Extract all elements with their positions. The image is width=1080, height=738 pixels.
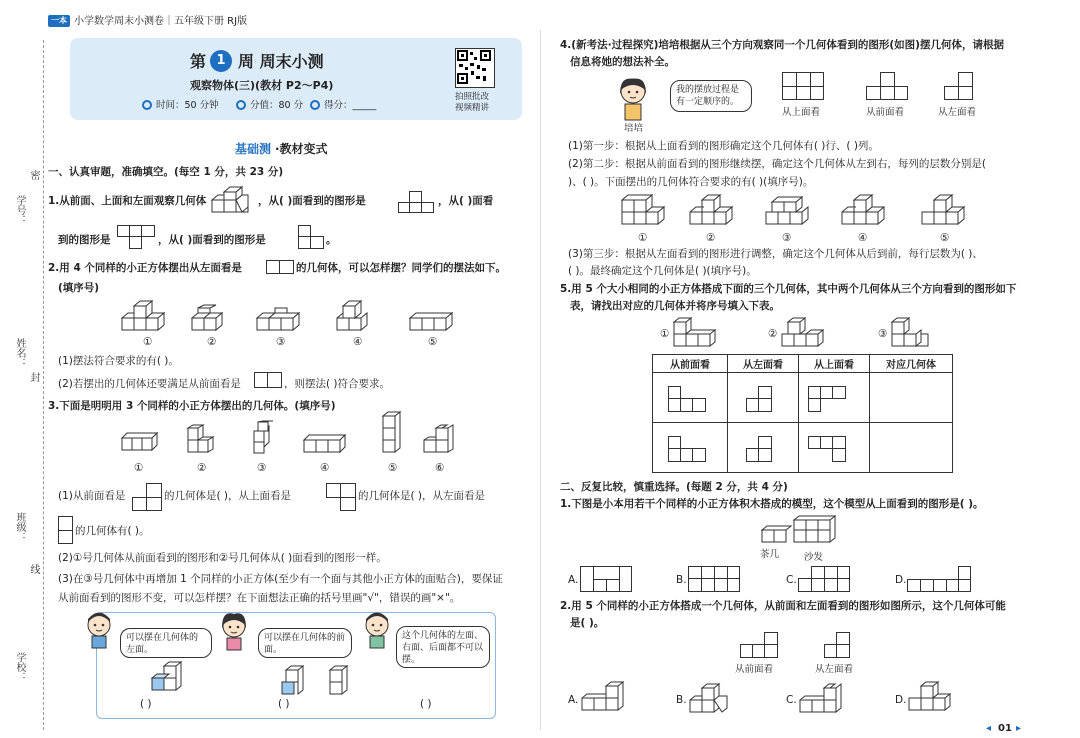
q5-label-3: ③ — [878, 328, 888, 340]
q4-sub-1: (1)第一步：根据从上面看到的图形确定这个几何体有( )行、( )列。 — [568, 140, 879, 152]
peipei-name: 培培 — [624, 123, 644, 134]
q3-top-shape — [326, 483, 356, 511]
q4-figure-1 — [620, 192, 672, 230]
t-r2-left-shape — [746, 436, 772, 462]
qr-code-icon[interactable] — [455, 48, 495, 88]
q4-label-1: ① — [638, 232, 648, 244]
panel-figure-1 — [150, 660, 186, 696]
model-label-table: 茶几 — [760, 549, 780, 560]
p2-q2-opt-d-figure[interactable] — [907, 680, 959, 714]
q2-sub-1: (1)摆法符合要求的有( )。 — [58, 355, 179, 367]
q4-figure-3 — [764, 190, 816, 230]
p2-q1-opt-b-shape[interactable] — [688, 566, 740, 592]
q4-figure-4 — [840, 190, 892, 230]
q1-text-e: ，从( )面看到的图形是 — [158, 234, 266, 246]
q4-view-label-front: 从前面看 — [866, 107, 905, 118]
q1-text-c: ，从( )面看 — [438, 195, 494, 207]
q2-text-c: (填序号) — [58, 282, 100, 294]
page-number: 01 — [998, 723, 1012, 734]
q2-front-view-shape — [254, 372, 282, 388]
p2-q2-front-label: 从前面看 — [735, 664, 774, 675]
girl-avatar — [218, 612, 250, 652]
q3-front-shape — [132, 483, 162, 511]
q3-sub-1d: 的几何体有( )。 — [75, 525, 150, 537]
p2-q1-opt-a-label[interactable]: A. — [568, 574, 579, 586]
q3-label-3: ③ — [257, 462, 267, 474]
q5-text-a: 5.用 5 个大小相同的小正方体搭成下面的三个几何体，其中两个几何体从三个方向看到的图形如下 — [560, 283, 1017, 295]
p2-q2-opt-b-figure[interactable] — [688, 678, 734, 716]
section-banner-variant: ·教材变式 — [275, 142, 328, 156]
q3-sub-1a: (1)从前面看是 — [58, 490, 126, 502]
prev-page-icon[interactable]: ◂ — [986, 723, 992, 734]
q2-figure-1 — [120, 300, 172, 336]
q4-sub-2b: )、( )。下面摆出的几何体符合要求的有( )(填序号)。 — [568, 176, 814, 188]
panel-figure-2 — [280, 660, 310, 700]
p2-q1-opt-d-label[interactable]: D. — [895, 574, 907, 586]
q4-front-view — [866, 72, 908, 100]
panel-paren-3[interactable]: ( ) — [420, 698, 432, 710]
p2-q1-opt-c-shape[interactable] — [798, 566, 850, 592]
class-label: 班级： — [14, 512, 25, 542]
school-label: 学校： — [14, 652, 25, 682]
q1-text-a: 1.从前面、上面和左面观察几何体 — [48, 195, 207, 207]
q3-title: 3.下面是明明用 3 个同样的小正方体摆出的几何体。(填序号) — [48, 400, 336, 412]
q3-label-2: ② — [197, 462, 207, 474]
table-header-left: 从左面看 — [728, 355, 799, 373]
q3-figure-6 — [422, 424, 456, 456]
week-number-badge: 1 — [210, 50, 232, 72]
boy-avatar-1 — [84, 612, 114, 650]
q1-text-b: ，从( )面看到的图形是 — [258, 195, 366, 207]
q4-view-label-left: 从左面看 — [938, 107, 977, 118]
series-tag: 一本 — [48, 15, 70, 27]
q4-top-view — [782, 72, 824, 100]
q2-label-3: ③ — [276, 336, 286, 348]
q2-figure-4 — [335, 300, 381, 336]
opinion-bubble-3: 这个几何体的左面、右面、后面都不可以摆。 — [396, 626, 490, 668]
part2-title: 二、反复比较，慎重选择。(每题 2 分，共 4 分) — [560, 481, 788, 493]
q4-text-a: 4.(新考法·过程探究)培培根据从三个方向观察同一个几何体看到的图形(如图)摆几何体，请根据 — [560, 39, 1004, 51]
q4-sub-3a: (3)第三步：根据从左面看到的图形进行调整，确定这个几何体从后到前，每行层数为( )、 — [568, 248, 983, 260]
q5-label-1: ① — [660, 328, 670, 340]
p2-q2-opt-c-label[interactable]: C. — [786, 694, 797, 706]
q4-figure-5 — [920, 192, 972, 230]
student-id-label: 学号： — [14, 195, 25, 225]
week-title: 周 周末小测 — [238, 52, 324, 71]
q4-left-view — [944, 72, 973, 100]
table-row2-answer[interactable] — [870, 423, 953, 473]
clock-icon — [142, 100, 152, 110]
week-prefix: 第 — [190, 52, 207, 71]
q5-figure-1 — [672, 316, 718, 350]
cut-mark-2: 封 — [28, 372, 39, 382]
table-header-top: 从上面看 — [799, 355, 870, 373]
q3-sub-1b: 的几何体是( )，从上面看是 — [164, 490, 292, 502]
q5-figure-2 — [780, 316, 828, 350]
q3-figure-2 — [186, 424, 216, 456]
q2-left-view-shape — [266, 260, 294, 274]
p2-q1-opt-b-label[interactable]: B. — [676, 574, 687, 586]
target-icon — [310, 100, 320, 110]
q3-left-shape — [58, 516, 73, 544]
q5-figure-3 — [890, 316, 936, 350]
q2-text-a: 2.用 4 个同样的小正方体摆出从左面看是 — [48, 262, 242, 274]
p2-q1-text: 1.下图是小本用若干个同样的小正方体积木搭成的模型，这个模型从上面看到的图形是( )。 — [560, 498, 984, 510]
q2-label-1: ① — [143, 336, 153, 348]
q4-label-5: ⑤ — [940, 232, 950, 244]
q3-sub-1c: 的几何体是( )，从左面看是 — [358, 490, 486, 502]
next-page-icon[interactable]: ▸ — [1016, 723, 1022, 734]
q2-sub-2a: (2)若摆出的几何体还要满足从前面看是 — [58, 378, 241, 390]
part1-title: 一、认真审题，准确填空。(每空 1 分，共 23 分) — [48, 166, 284, 178]
table-header-front: 从前面看 — [653, 355, 728, 373]
series-title: 小学数学周末小测卷｜五年级下册 RJ版 — [74, 16, 248, 27]
q1-solid-figure — [210, 186, 256, 216]
name-label: 姓名： — [14, 338, 25, 368]
p2-q2-opt-b-label[interactable]: B. — [676, 694, 687, 706]
cut-mark-3: 线 — [28, 564, 39, 574]
qr-caption-2: 视频精讲 — [455, 103, 490, 113]
column-divider — [540, 30, 541, 730]
page-subtitle: 观察物体(三)(教材 P2～P4) — [190, 79, 334, 92]
q3-label-1: ① — [134, 462, 144, 474]
t-r1-top-shape — [808, 386, 846, 412]
cut-mark-1: 密 — [28, 170, 39, 180]
p2-q1-opt-a-shape[interactable] — [580, 566, 632, 592]
q1-view-shape-2 — [117, 225, 155, 249]
q3-sub-2: (2)①号几何体从前面看到的图形和②号几何体从( )面看到的图形一样。 — [58, 552, 387, 564]
peipei-bubble: 我的摆放过程是有一定顺序的。 — [670, 80, 752, 112]
q2-sub-2b: ，则摆法( )符合要求。 — [284, 378, 391, 390]
q4-view-label-top: 从上面看 — [782, 107, 821, 118]
peipei-avatar — [614, 76, 652, 124]
q3-sub-3b: 从前面看到的图形不变，可以怎样摆？在下面想法正确的括号里画"√"，错误的画"×"。 — [58, 592, 461, 604]
q2-label-2: ② — [207, 336, 217, 348]
panel-paren-1[interactable]: ( ) — [140, 698, 152, 710]
q3-label-5: ⑤ — [388, 462, 398, 474]
q4-label-2: ② — [706, 232, 716, 244]
q5-text-b: 表，请找出对应的几何体并将序号填入下表。 — [570, 300, 780, 312]
table-row1-answer[interactable] — [870, 373, 953, 423]
q2-figure-2 — [190, 304, 234, 336]
q3-figure-1 — [120, 428, 160, 454]
p2-q1-opt-d-shape[interactable] — [907, 566, 971, 592]
boy-avatar-2 — [362, 612, 392, 650]
p2-q2-text-b: 是( )。 — [570, 617, 605, 629]
t-r1-front-shape — [668, 386, 706, 412]
qr-caption-1: 拍照批改 — [455, 92, 490, 102]
opinion-bubble-1: 可以摆在几何体的左面。 — [120, 628, 212, 658]
star-icon — [236, 100, 246, 110]
table-header-answer: 对应几何体 — [870, 355, 953, 373]
q4-sub-3b: ( )。最终确定这个几何体是( )(填序号)。 — [568, 265, 757, 277]
section-banner-basic: 基础测 — [235, 142, 272, 156]
q3-sub-3a: (3)在③号几何体中再增加 1 个同样的小正方体(至少有一个面与其他小正方体的面贴合)，要保证 — [58, 573, 503, 585]
q1-view-shape-3 — [298, 225, 324, 249]
q3-figure-3 — [252, 420, 276, 456]
q1-text-d: 到的图形是 — [58, 234, 111, 246]
q2-label-4: ④ — [353, 336, 363, 348]
p2-model-figure — [760, 514, 838, 548]
p2-q2-front-view — [740, 632, 778, 658]
p2-q1-opt-c-label[interactable]: C. — [786, 574, 797, 586]
p2-q2-opt-a-label[interactable]: A. — [568, 694, 579, 706]
panel-figure-3 — [328, 660, 352, 700]
p2-q2-left-view — [824, 632, 850, 658]
q3-label-4: ④ — [320, 462, 330, 474]
panel-paren-2[interactable]: ( ) — [278, 698, 290, 710]
opinion-bubble-2: 可以摆在几何体的前面。 — [258, 628, 352, 658]
q4-figure-2 — [688, 190, 740, 230]
q4-label-3: ③ — [782, 232, 792, 244]
q2-figure-3 — [255, 304, 309, 336]
total-score: 分值：80 分 — [250, 100, 304, 111]
q2-label-5: ⑤ — [428, 336, 438, 348]
t-r2-front-shape — [668, 436, 706, 462]
q2-text-b: 的几何体，可以怎样摆？同学们的摆法如下。 — [296, 262, 506, 274]
q3-figure-4 — [302, 432, 350, 456]
binding-dash-line — [43, 40, 44, 730]
q4-sub-2a: (2)第二步：根据从前面看到的图形继续摆，确定这个几何体从左到右，每列的层数分别是( — [568, 158, 986, 170]
q3-figure-5 — [380, 410, 404, 456]
p2-q2-opt-a-figure[interactable] — [580, 680, 632, 714]
p2-q2-opt-d-label[interactable]: D. — [895, 694, 907, 706]
time-info: 时间：50 分钟 — [156, 100, 219, 111]
t-r1-left-shape — [746, 386, 772, 412]
q4-label-4: ④ — [858, 232, 868, 244]
q4-text-b: 信息将她的想法补全。 — [570, 56, 675, 68]
p2-q2-left-label: 从左面看 — [815, 664, 854, 675]
t-r2-top-shape — [808, 436, 846, 462]
q2-figure-5 — [408, 306, 464, 336]
p2-q2-opt-c-figure[interactable] — [798, 678, 844, 716]
score-obtained: 得分：_____ — [324, 100, 377, 111]
q5-label-2: ② — [768, 328, 778, 340]
model-label-sofa: 沙发 — [804, 552, 824, 563]
q1-view-shape-1 — [398, 191, 434, 213]
q3-label-6: ⑥ — [435, 462, 445, 474]
p2-q2-text-a: 2.用 5 个同样的小正方体搭成一个几何体，从前面和左面看到的图形如图所示，这个几何体可能 — [560, 600, 1006, 612]
q1-text-f: 。 — [326, 234, 337, 246]
